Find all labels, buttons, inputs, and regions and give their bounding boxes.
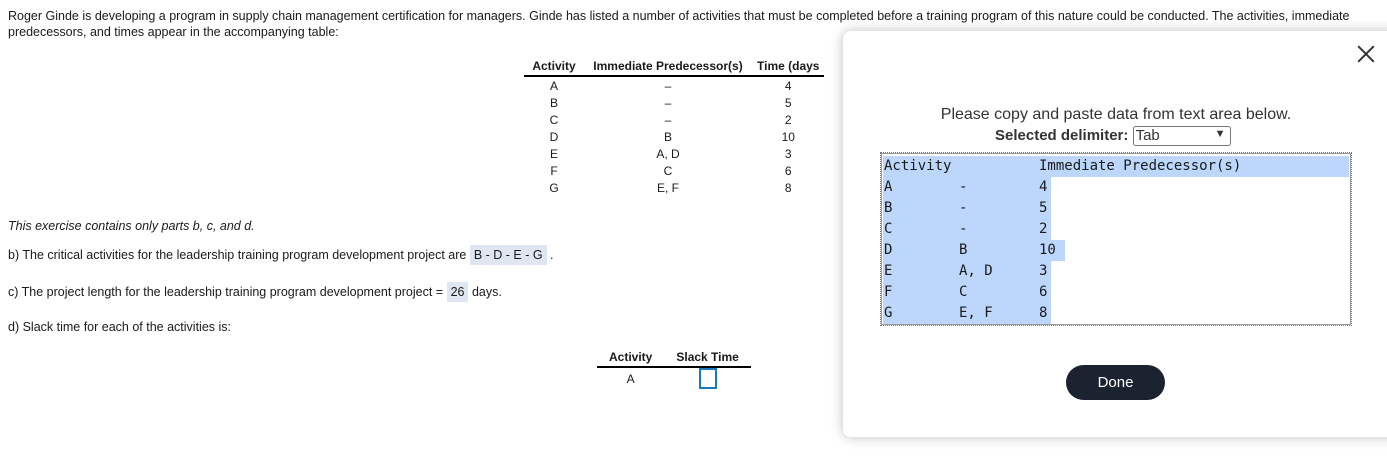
- table-cell: –: [664, 112, 672, 127]
- textarea-value: -: [959, 221, 968, 237]
- textarea-value: 3: [1039, 263, 1048, 279]
- table-cell: E: [549, 146, 558, 161]
- slack-table: [597, 348, 751, 389]
- part-b-prompt: b) The critical activities for the leadership training program development project are: [8, 248, 467, 262]
- delimiter-label: Selected delimiter:: [995, 126, 1129, 144]
- table-row: [524, 145, 824, 162]
- part-d: d) Slack time for each of the activities is:: [8, 320, 232, 334]
- textarea-header-row: [883, 156, 1349, 177]
- textarea-row: [883, 261, 1051, 282]
- table-cell: –: [664, 78, 672, 93]
- textarea-value: 10: [1039, 242, 1056, 258]
- delimiter-select[interactable]: [1133, 126, 1231, 146]
- chevron-down-icon: ▼: [1214, 128, 1226, 140]
- table-cell: 6: [784, 163, 792, 178]
- col-header: Activity: [524, 57, 584, 76]
- table-cell: C: [549, 112, 559, 127]
- col-header: Time (days: [752, 57, 824, 76]
- textarea-row: [883, 282, 1051, 303]
- textarea-header: Activity: [884, 158, 952, 174]
- slack-input-a[interactable]: [699, 368, 717, 389]
- textarea-row: [883, 219, 1051, 240]
- table-row: [524, 76, 824, 94]
- textarea-value: 2: [1039, 221, 1048, 237]
- delimiter-value: Tab: [1135, 127, 1160, 144]
- close-icon[interactable]: [1354, 42, 1378, 66]
- table-cell: G: [549, 180, 559, 195]
- table-cell: 10: [781, 129, 795, 144]
- part-b: [8, 248, 554, 262]
- table-cell: 2: [784, 112, 792, 127]
- table-cell: 3: [784, 146, 792, 161]
- textarea-value: A: [884, 179, 893, 195]
- table-row: [597, 367, 751, 389]
- table-row: [524, 162, 824, 179]
- part-c-suffix: days.: [471, 285, 502, 299]
- col-header: Activity: [597, 348, 664, 367]
- table-cell: 4: [784, 78, 792, 93]
- table-cell: A, D: [656, 146, 680, 161]
- done-button[interactable]: Done: [1066, 365, 1165, 400]
- textarea-value: B: [959, 242, 968, 258]
- table-cell: B: [663, 129, 672, 144]
- textarea-value: C: [884, 221, 893, 237]
- activity-table: [524, 57, 824, 196]
- part-c: [8, 285, 502, 299]
- table-cell: –: [664, 95, 672, 110]
- textarea-value: -: [959, 179, 968, 195]
- part-c-answer[interactable]: 26: [447, 282, 469, 302]
- textarea-value: 5: [1039, 200, 1048, 216]
- textarea-value: 6: [1039, 284, 1048, 300]
- data-textarea[interactable]: [881, 153, 1351, 325]
- copy-data-modal: [843, 31, 1387, 437]
- intro-text: Roger Ginde is developing a program in supply chain management certification for managers. Ginde has listed a number of activities that must be completed before a training program of this nature could be conducted. The activities, immediate predecessors, and times appear in the accompanying table:: [8, 9, 1350, 39]
- table-cell: 8: [784, 180, 792, 195]
- textarea-value: F: [884, 284, 893, 300]
- textarea-row: [883, 177, 1051, 198]
- textarea-row: [883, 303, 1051, 324]
- table-cell: E, F: [656, 180, 679, 195]
- textarea-value: 8: [1039, 305, 1048, 321]
- table-cell: D: [549, 129, 559, 144]
- table-row: [524, 128, 824, 145]
- exercise-note: This exercise contains only parts b, c, and d.: [8, 219, 255, 233]
- textarea-value: E: [884, 263, 893, 279]
- col-header: Slack Time: [664, 348, 750, 367]
- table-row: [524, 179, 824, 196]
- col-header: Immediate Predecessor(s): [584, 57, 752, 76]
- part-b-answer[interactable]: B - D - E - G: [470, 245, 547, 265]
- table-cell: B: [549, 95, 558, 110]
- textarea-header: Immediate Predecessor(s): [1039, 158, 1242, 174]
- textarea-value: 4: [1039, 179, 1048, 195]
- textarea-value: A, D: [959, 263, 993, 279]
- slack-activity: A: [626, 371, 635, 386]
- textarea-value: C: [959, 284, 968, 300]
- table-cell: F: [550, 163, 558, 178]
- part-b-suffix: .: [550, 248, 554, 262]
- table-cell: C: [663, 163, 673, 178]
- part-c-prompt: c) The project length for the leadership training program development project =: [8, 285, 444, 299]
- table-row: [524, 111, 824, 128]
- textarea-value: G: [884, 305, 893, 321]
- table-cell: A: [549, 78, 558, 93]
- table-row: [524, 94, 824, 111]
- textarea-value: B: [884, 200, 893, 216]
- textarea-row: [883, 198, 1051, 219]
- textarea-value: -: [959, 200, 968, 216]
- modal-instruction: Please copy and paste data from text area below.: [940, 106, 1292, 123]
- textarea-value: D: [884, 242, 893, 258]
- table-cell: 5: [784, 95, 792, 110]
- textarea-row: [883, 240, 1065, 261]
- slack-cell: [664, 367, 750, 389]
- delimiter-row: [995, 126, 1231, 146]
- textarea-value: E, F: [959, 305, 993, 321]
